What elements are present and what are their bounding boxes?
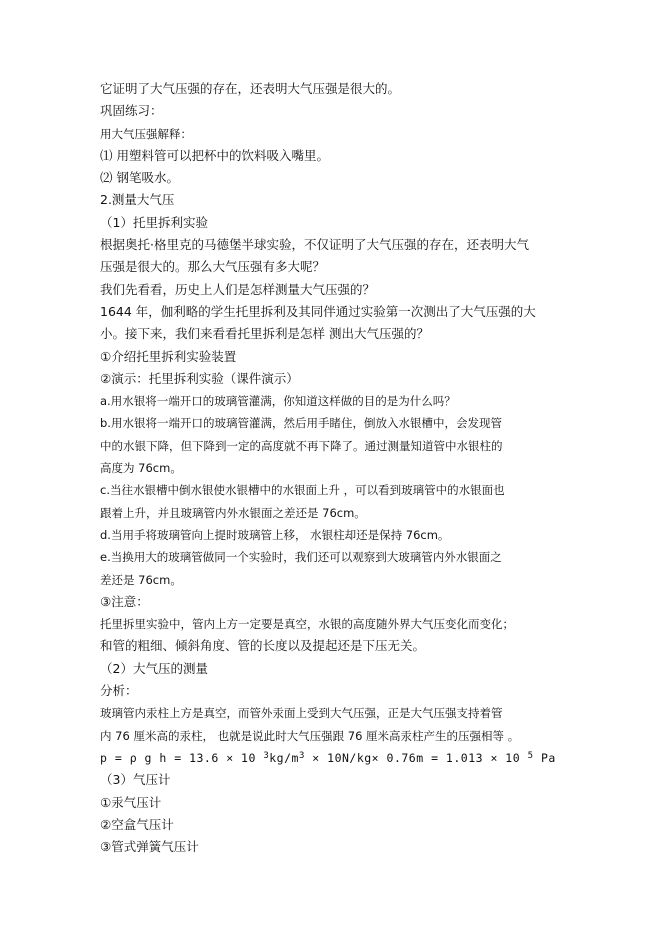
subsection-heading: （1）托里拆利实验	[100, 214, 208, 230]
text-line: 根据奥托·格里克的马德堡半球实验，不仅证明了大气压强的存在，还表明大气	[100, 237, 529, 253]
subsection-heading: （2）大气压的测量	[100, 660, 208, 676]
text-line: 压强是很大的。那么大气压强有多大呢？	[100, 259, 326, 275]
text-line: 玻璃管内汞柱上方是真空，而管外汞面上受到大气压强，正是大气压强支持着管	[100, 706, 503, 721]
text-line: ②演示：托里拆利实验（课件演示）	[100, 370, 299, 386]
formula-superscript: 5	[527, 750, 534, 761]
text-line: 用大气压强解释：	[100, 126, 192, 141]
text-line: 巩固练习：	[100, 103, 163, 119]
formula-part: p = ρ g h = 13.6 × 10	[100, 750, 264, 765]
formula-part: kg/m	[269, 750, 299, 765]
section-heading: 2.测量大气压	[100, 192, 175, 208]
text-line: c.当往水银槽中倒水银使水银槽中的水银面上升 ，可以看到玻璃管中的水银面也	[100, 483, 505, 498]
text-line: 分析：	[100, 683, 138, 699]
text-line: 跟着上升，并且玻璃管内外水银面之差还是 76cm。	[100, 505, 366, 520]
text-line: 我们先看看，历史上人们是怎样测量大气压强的？	[100, 281, 376, 297]
formula-part: × 10N/kg× 0.76m = 1.013 × 10	[304, 750, 528, 765]
list-item: ③管式弹簧气压计	[100, 839, 199, 855]
text-line: 差还是 76cm。	[100, 572, 182, 587]
text-line: 它证明了大气压强的存在，还表明大气压强是很大的。	[100, 81, 401, 96]
formula-part: Pa	[533, 750, 556, 765]
text-line: e.当换用大的玻璃管做同一个实验时，我们还可以观察到大玻璃管内外水银面之	[100, 550, 502, 565]
text-line: 内 76 厘米高的汞柱， 也就是说此时大气压强跟 76 厘米高汞柱产生的压强相等 。	[100, 728, 520, 743]
text-line: ③注意：	[100, 593, 149, 609]
pressure-formula	[100, 747, 570, 769]
text-line: b.用水银将一端开口的玻璃管灌满，然后用手睹住，倒放入水银槽中，会发现管	[100, 416, 502, 431]
list-item: ①汞气压计	[100, 794, 162, 810]
text-line: 小。接下来，我们来看看托里拆利是怎样 测出大气压强的？	[100, 326, 429, 342]
document-page	[100, 78, 570, 858]
text-line: 和管的粗细、倾斜角度、管的长度以及提起还是下压无关。	[100, 638, 426, 654]
text-line: 1644 年，伽利略的学生托里拆利及其同伴通过实验第一次测出了大气压强的大	[100, 303, 536, 319]
formula-superscript: 3	[263, 750, 270, 761]
text-line: a.用水银将一端开口的玻璃管灌满，你知道这样做的目的是为什么吗？	[100, 394, 456, 409]
text-line: 高度为 76cm。	[100, 461, 182, 476]
text-line: d.当用手将玻璃管向上提时玻璃管上移， 水银柱却还是保持 76cm。	[100, 527, 450, 542]
formula-superscript: 3	[298, 750, 305, 761]
text-line: ①介绍托里拆利实验装置	[100, 348, 237, 364]
text-line: ⑴ 用塑料管可以把杯中的饮料吸入嘴里。	[100, 147, 329, 163]
text-line: 中的水银下降，但下降到一定的高度就不再下降了。通过测量知道管中水银柱的	[100, 438, 503, 453]
subsection-heading: （3）气压计	[100, 772, 171, 788]
list-item: ②空盒气压计	[100, 816, 174, 832]
text-line: ⑵ 钢笔吸水。	[100, 170, 179, 186]
text-line: 托里拆里实验中，管内上方一定要是真空，水银的高度随外界大气压变化而变化；	[100, 617, 514, 632]
